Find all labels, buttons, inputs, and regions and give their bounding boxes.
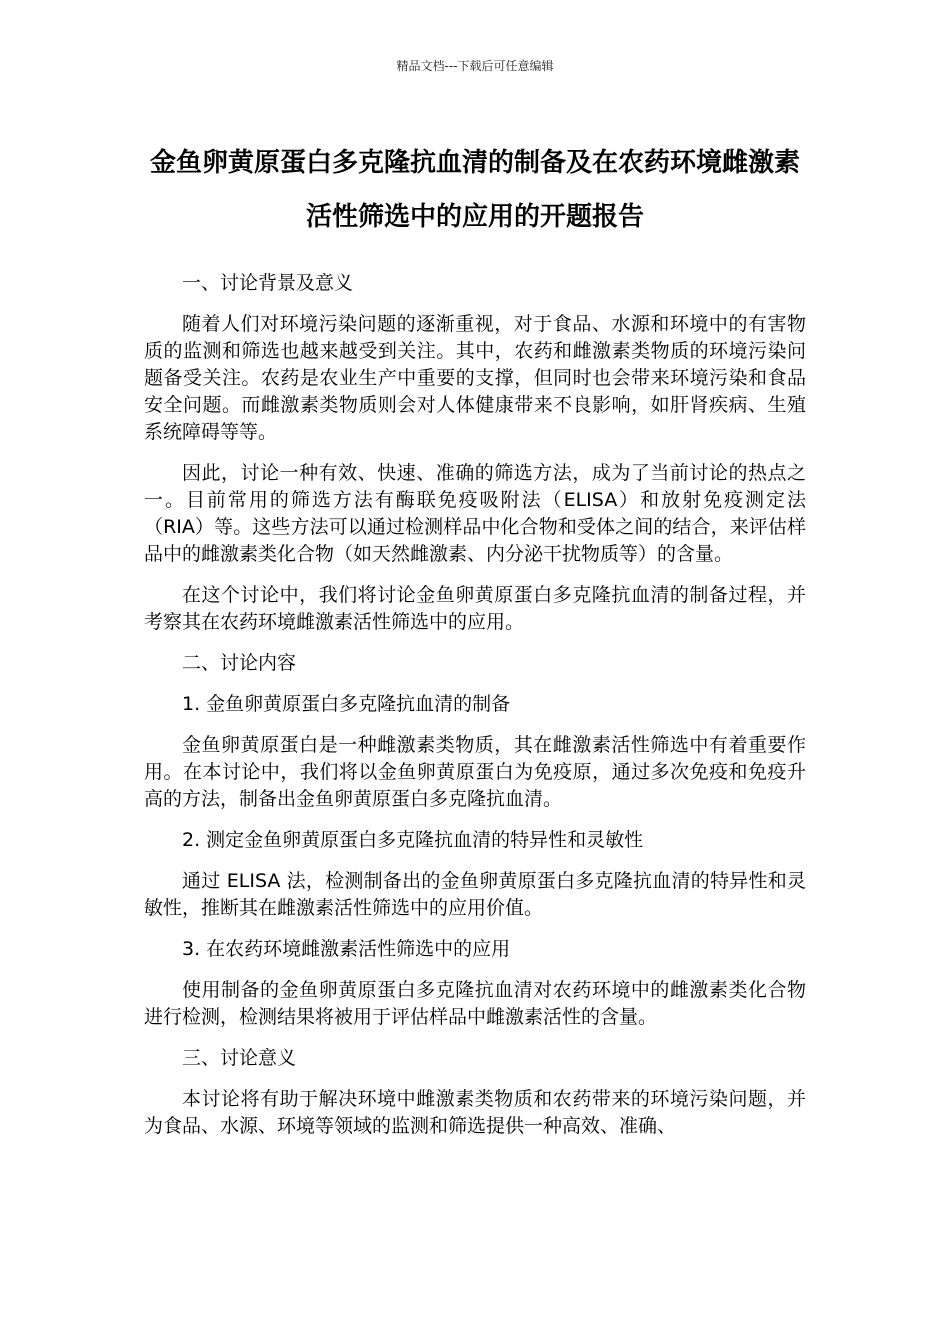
page-title: 金鱼卵黄原蛋白多克隆抗血清的制备及在农药环境雌激素活性筛选中的应用的开题报告 xyxy=(149,148,800,232)
paragraph: 本讨论将有助于解决环境中雌激素类物质和农药带来的环境污染问题，并为食品、水源、环境等领域的监测和筛选提供一种高效、准确、 xyxy=(144,1088,806,1137)
section-heading-background: 一、讨论背景及意义 xyxy=(182,272,354,294)
document-body xyxy=(144,270,806,1154)
paragraph: 因此，讨论一种有效、快速、准确的筛选方法，成为了当前讨论的热点之一。目前常用的筛选方法有酶联免疫吸附法（ELISA）和放射免疫测定法（RIA）等。这些方法可以通过检测样品中化合物和受体之间的结合，来评估样品中的雌激素类化合物（如天然雌激素、内分泌干扰物质等）的含量。 xyxy=(144,462,806,565)
paragraph: 随着人们对环境污染问题的逐渐重视，对于食品、水源和环境中的有害物质的监测和筛选也越来越受到关注。其中，农药和雌激素类物质的环境污染问题备受关注。农药是农业生产中重要的支撑，但同时也会带来环境污染和食品安全问题。而雌激素类物质则会对人体健康带来不良影响，如肝肾疾病、生殖系统障碍等等。 xyxy=(144,313,806,443)
paragraph: 通过 ELISA 法，检测制备出的金鱼卵黄原蛋白多克隆抗血清的特异性和灵敏性，推断其在雌激素活性筛选中的应用价值。 xyxy=(144,870,806,919)
paragraph: 使用制备的金鱼卵黄原蛋白多克隆抗血清对农药环境中的雌激素类化合物进行检测，检测结果将被用于评估样品中雌激素活性的含量。 xyxy=(144,979,806,1028)
subsection-heading-2: 2. 测定金鱼卵黄原蛋白多克隆抗血清的特异性和灵敏性 xyxy=(182,829,644,851)
paragraph: 金鱼卵黄原蛋白是一种雌激素类物质，其在雌激素活性筛选中有着重要作用。在本讨论中，我们将以金鱼卵黄原蛋白为免疫原，通过多次免疫和免疫升高的方法，制备出金鱼卵黄原蛋白多克隆抗血清。 xyxy=(144,734,806,810)
subsection-heading-3: 3. 在农药环境雌激素活性筛选中的应用 xyxy=(182,938,511,960)
subsection-heading-1: 1. 金鱼卵黄原蛋白多克隆抗血清的制备 xyxy=(182,693,511,715)
section-heading-significance: 三、讨论意义 xyxy=(182,1047,297,1069)
header-note: 精品文档---下载后可任意编辑 xyxy=(396,59,554,73)
paragraph: 在这个讨论中，我们将讨论金鱼卵黄原蛋白多克隆抗血清的制备过程，并考察其在农药环境雌激素活性筛选中的应用。 xyxy=(144,584,806,633)
section-heading-content: 二、讨论内容 xyxy=(182,652,297,674)
